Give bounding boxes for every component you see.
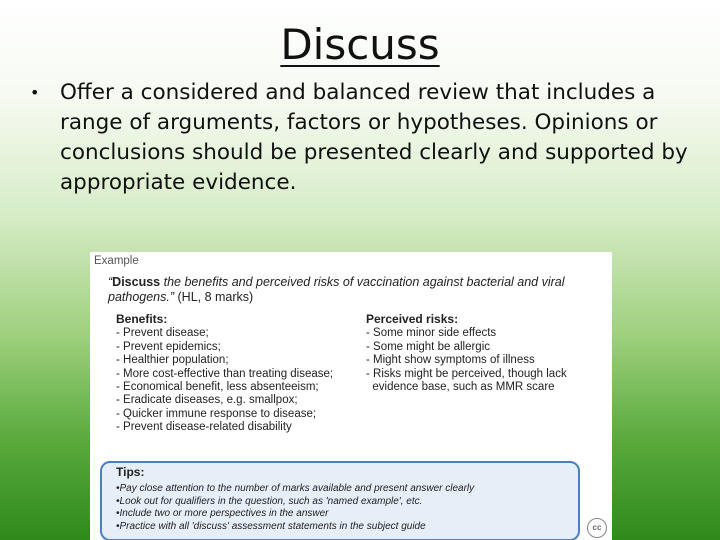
list-item: •Practice with all 'discuss' assessment statements in the subject guide (116, 520, 426, 532)
list-item: - Some minor side effects (366, 327, 497, 340)
risks-list (366, 327, 606, 394)
definition-text: Offer a considered and balanced review that includes a range of arguments, factors or hypotheses. Opinions or conclusions should be presented clearly and supported by appropriate evidence. (60, 80, 688, 195)
example-label: Example (94, 255, 139, 267)
list-item: - Prevent disease; (116, 327, 209, 340)
example-question (108, 275, 598, 305)
risks-column (366, 313, 606, 394)
question-open-quote: “ (108, 275, 113, 289)
list-item: - More cost-effective than treating disease; (116, 367, 334, 380)
bullet-icon: • (30, 83, 40, 102)
definition-bullet (30, 78, 690, 198)
question-keyword: Discuss (112, 275, 161, 289)
list-item: •Pay close attention to the number of marks available and present answer clearly (116, 483, 475, 494)
question-text: the benefits and perceived risks of vaccination against bacterial and viral pathogens.” (108, 275, 565, 304)
benefits-list (116, 327, 346, 434)
tips-box (100, 461, 580, 540)
list-item: - Some might be allergic (366, 340, 490, 353)
slide-title (0, 20, 720, 69)
list-item: - Quicker immune response to disease; (116, 407, 317, 420)
benefits-column (116, 313, 346, 435)
list-item: - Might show symptoms of illness (366, 354, 535, 367)
question-marks: (HL, 8 marks) (174, 290, 254, 304)
list-item: - Risks might be perceived, though lack evidence base, such as MMR scare (366, 367, 567, 394)
slide-title-text: Discuss (280, 20, 440, 69)
creative-commons-icon: cc (587, 518, 607, 538)
list-item: - Economical benefit, less absenteeism; (116, 381, 319, 394)
tips-heading: Tips: (116, 465, 145, 479)
tips-list (116, 483, 474, 533)
benefits-heading: Benefits: (116, 312, 168, 326)
list-item: - Eradicate diseases, e.g. smallpox; (116, 394, 298, 407)
list-item: - Healthier population; (116, 354, 229, 367)
example-image (90, 252, 612, 540)
list-item: - Prevent epidemics; (116, 340, 221, 353)
list-item: •Include two or more perspectives in the answer (116, 508, 329, 519)
risks-heading: Perceived risks: (366, 312, 459, 326)
list-item: - Prevent disease-related disability (116, 421, 292, 434)
list-item: •Look out for qualifiers in the question, such as 'named example', etc. (116, 495, 423, 507)
